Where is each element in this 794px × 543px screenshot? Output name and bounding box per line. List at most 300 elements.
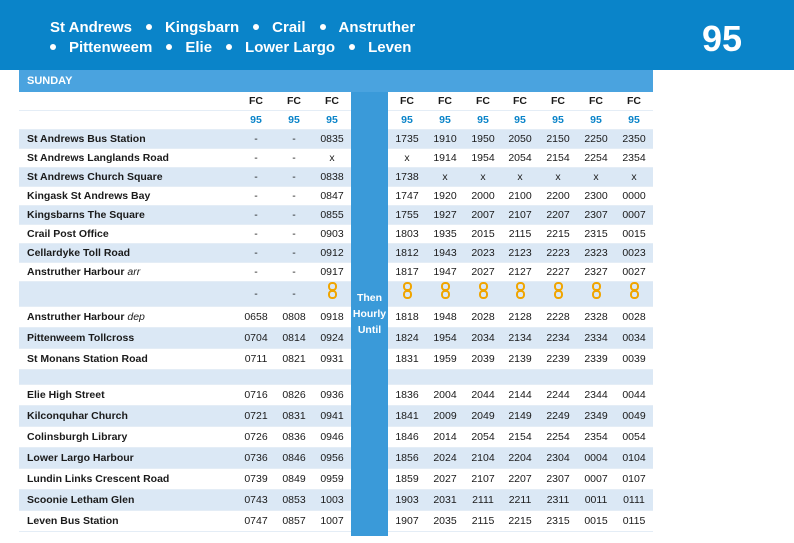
time-cell: 2154 [508,431,532,443]
time-cell: 2054 [471,431,495,443]
operator-cell: FC [627,95,641,107]
then-hourly-text [351,290,388,338]
operator-cell: FC [249,95,263,107]
time-cell: 0918 [320,311,344,323]
stop-row [19,511,653,532]
time-cell: 1755 [395,209,419,221]
time-cell: 0849 [282,473,306,485]
route-stop: Leven [368,39,412,56]
time-cell: x [517,171,523,183]
time-cell: 1935 [433,228,457,240]
bullet-icon [226,44,232,50]
stop-row [19,349,653,370]
time-cell: - [292,133,296,145]
stop-row [19,328,653,349]
time-cell: 1003 [320,494,344,506]
time-cell: 2111 [472,494,494,506]
time-cell: 1859 [395,473,419,485]
time-cell: 0903 [320,228,344,240]
route-line-1 [50,19,415,36]
time-cell: 2015 [471,228,495,240]
time-cell: x [404,152,410,164]
time-cell [464,282,502,309]
time-cell: - [254,152,258,164]
stop-name-text: Leven Bus Station [27,515,119,527]
route-stop: Kingsbarn [164,19,240,36]
time-cell: 1812 [395,247,419,259]
operator-cell: FC [400,95,414,107]
link-chain-icon [516,282,525,299]
time-cell: - [254,209,258,221]
time-cell: 0956 [320,452,344,464]
day-label: SUNDAY [19,70,653,92]
stop-name [27,406,128,427]
time-cell: 1959 [433,353,457,365]
time-cell: 2107 [471,473,495,485]
time-cell: 2050 [508,133,532,145]
time-cell: 2354 [622,152,646,164]
time-cell: 1846 [395,431,419,443]
time-cell: x [593,171,599,183]
time-cell [313,282,351,309]
time-cell: 2115 [508,228,532,240]
time-cell: - [292,171,296,183]
time-cell: 2239 [546,353,570,365]
header-row-route [19,111,653,130]
time-cell: 2354 [584,431,608,443]
time-cell: 2009 [433,410,457,422]
route-cell: 95 [326,114,338,126]
time-cell: 1007 [320,515,344,527]
stop-name-text: Lower Largo Harbour [27,452,134,464]
operator-cell: FC [287,95,301,107]
time-cell: 0011 [584,494,608,506]
route-cell: 95 [514,114,526,126]
time-cell: 2315 [584,228,608,240]
time-cell: 0736 [244,452,268,464]
time-cell: 0853 [282,494,306,506]
then-text-line: Until [357,324,382,336]
stop-name [27,149,169,168]
time-cell: 2204 [508,452,532,464]
time-cell: 2000 [471,190,495,202]
bullet-icon [253,24,259,30]
time-cell: 2339 [584,353,608,365]
time-cell: 2328 [584,311,608,323]
stop-name-text: Anstruther Harbour [27,311,125,323]
time-cell: - [254,266,258,278]
time-cell: 0814 [282,332,306,344]
route-cell: 95 [401,114,413,126]
time-cell: 0831 [282,410,306,422]
time-cell: 0747 [244,515,268,527]
time-cell: 2307 [584,209,608,221]
time-cell: 1920 [433,190,457,202]
route-cell: 95 [288,114,300,126]
route-line-2 [50,39,411,56]
time-cell: 2014 [433,431,457,443]
time-cell: 0054 [622,431,646,443]
time-cell: 0111 [623,494,645,506]
time-cell: 2154 [546,152,570,164]
time-cell: 2304 [546,452,570,464]
stop-name [27,225,109,244]
time-cell: 1824 [395,332,419,344]
stop-name [27,244,130,263]
stop-name [27,130,146,149]
time-cell: 1910 [433,133,457,145]
time-cell: 2123 [508,247,532,259]
route-stop: Lower Largo [245,39,336,56]
time-cell: 0015 [584,515,608,527]
time-cell: 0015 [622,228,646,240]
time-cell: - [292,247,296,259]
time-cell: 1841 [395,410,419,422]
time-cell: 1950 [471,133,495,145]
stop-row [19,263,653,282]
route-stop: Crail [272,19,306,36]
time-cell: 1903 [395,494,419,506]
stop-name-text: Cellardyke Toll Road [27,247,131,259]
time-cell: 2039 [471,353,495,365]
time-cell: 2250 [584,133,608,145]
time-cell: 2044 [471,389,495,401]
time-cell: - [292,288,296,300]
time-cell: 2307 [546,473,570,485]
time-cell: 2344 [584,389,608,401]
stop-row [19,469,653,490]
time-cell: 0028 [622,311,646,323]
time-cell: - [254,133,258,145]
time-cell [388,282,426,309]
timetable [19,92,653,532]
time-cell: 1948 [433,311,457,323]
time-cell: 2035 [433,515,457,527]
operator-cell: FC [589,95,603,107]
stop-name-text: St Andrews Langlands Road [27,152,169,164]
time-cell: x [480,171,486,183]
time-cell: - [254,247,258,259]
stop-row [19,406,653,427]
route-stop: St Andrews [50,19,132,36]
time-cell: 0836 [282,431,306,443]
time-cell: 2027 [471,266,495,278]
link-chain-icon [554,282,563,299]
time-cell: 2215 [546,228,570,240]
time-cell: 2104 [471,452,495,464]
time-cell: 2115 [471,515,495,527]
time-cell: 0004 [584,452,608,464]
header-row-operator [19,92,653,111]
stop-row [19,448,653,469]
time-cell: 0931 [320,353,344,365]
time-cell: 0000 [622,190,646,202]
stop-name-text: Colinsburgh Library [27,431,128,443]
time-cell: - [254,190,258,202]
operator-cell: FC [476,95,490,107]
time-cell: 0857 [282,515,306,527]
time-cell: 2315 [546,515,570,527]
time-cell: 2004 [433,389,457,401]
time-cell: - [254,288,258,300]
stop-name [27,427,127,448]
time-cell: 0846 [282,452,306,464]
time-cell: 2134 [508,332,532,344]
stop-row [19,168,653,187]
time-cell: 2350 [622,133,646,145]
time-cell: 1954 [471,152,495,164]
time-cell: 2023 [471,247,495,259]
stop-row [19,187,653,206]
time-cell: 1836 [395,389,419,401]
stop-row [19,206,653,225]
time-cell: - [254,171,258,183]
link-chain-icon [479,282,488,299]
time-cell: 0743 [244,494,268,506]
time-cell: 0704 [244,332,268,344]
connection-row [19,282,653,307]
time-cell: 0821 [282,353,306,365]
time-cell: 0959 [320,473,344,485]
time-cell: 2254 [584,152,608,164]
stop-name [27,263,140,282]
time-cell: 2031 [433,494,457,506]
bullet-icon [320,24,326,30]
stop-name-text: Kingsbarns The Square [27,209,145,221]
time-cell: 2334 [584,332,608,344]
route-number: 95 [701,18,742,59]
stop-row [19,149,653,168]
stop-row [19,307,653,328]
stop-name-text: Scoonie Letham Glen [27,494,135,506]
link-chain-icon [441,282,450,299]
time-cell: 0808 [282,311,306,323]
time-cell: 2323 [584,247,608,259]
time-cell: 0658 [244,311,268,323]
stop-name [27,328,134,349]
time-cell: 0912 [320,247,344,259]
time-cell: 0847 [320,190,344,202]
time-cell: 0917 [320,266,344,278]
bullet-icon [166,44,172,50]
time-cell: 1856 [395,452,419,464]
time-cell: 2107 [508,209,532,221]
time-cell: 0739 [244,473,268,485]
stop-name [27,187,150,206]
time-cell: 2207 [546,209,570,221]
time-cell: 2211 [508,494,532,506]
operator-cell: FC [325,95,339,107]
time-cell: 1943 [433,247,457,259]
stop-name [27,469,169,490]
time-cell [615,282,653,309]
route-stop: Anstruther [338,19,416,36]
stop-name-text: Anstruther Harbour [27,266,125,278]
time-cell: 0826 [282,389,306,401]
stop-name-text: St Monans Station Road [27,353,148,365]
time-cell: 2254 [546,431,570,443]
time-cell: 2300 [584,190,608,202]
time-cell [426,282,464,309]
time-cell: 1954 [433,332,457,344]
stop-name-text: Elie High Street [27,389,105,401]
stop-row [19,244,653,263]
time-cell: 2349 [584,410,608,422]
stop-name-text: Kilconquhar Church [27,410,128,422]
time-cell: 0107 [622,473,646,485]
stop-name-text: Kingask St Andrews Bay [27,190,151,202]
route-cell: 95 [628,114,640,126]
time-cell: 0115 [622,515,646,527]
time-cell: 1914 [433,152,457,164]
time-cell: 2227 [546,266,570,278]
route-cell: 95 [552,114,564,126]
time-cell: 2024 [433,452,457,464]
operator-cell: FC [513,95,527,107]
time-cell: x [442,171,448,183]
time-cell: 2327 [584,266,608,278]
stop-name [27,511,119,532]
stop-name-text: St Andrews Church Square [27,171,163,183]
route-stop: Elie [185,39,213,56]
route-cell: 95 [250,114,262,126]
stop-row [19,490,653,511]
time-cell: - [292,152,296,164]
time-cell [539,282,577,309]
time-cell: 0946 [320,431,344,443]
route-stop: Pittenweem [69,39,153,56]
time-cell: 2223 [546,247,570,259]
time-cell: 2149 [508,410,532,422]
time-cell: 2127 [508,266,532,278]
time-cell: 2150 [546,133,570,145]
stop-name [27,448,134,469]
link-chain-icon [630,282,639,299]
spacer-row [19,370,653,385]
time-cell: 2249 [546,410,570,422]
time-cell: 2144 [508,389,532,401]
time-cell: 2228 [546,311,570,323]
time-cell: 0941 [320,410,344,422]
operator-cell: FC [551,95,565,107]
bullet-icon [349,44,355,50]
time-cell: 0726 [244,431,268,443]
time-cell: 0855 [320,209,344,221]
arr-dep-label: arr [127,266,141,278]
then-text-line: Hourly [352,308,387,320]
stop-name-text: Crail Post Office [27,228,109,240]
time-cell: 0027 [622,266,646,278]
stop-name [27,490,134,511]
time-cell [577,282,615,309]
time-cell: 2244 [546,389,570,401]
time-cell: x [555,171,561,183]
time-cell [501,282,539,309]
time-cell: 2034 [471,332,495,344]
stop-name-text: Lundin Links Crescent Road [27,473,170,485]
stop-name [27,206,145,225]
arr-dep-label: dep [127,311,145,323]
time-cell: 2311 [546,494,570,506]
time-cell: 0039 [622,353,646,365]
bullet-icon [50,44,56,50]
time-cell: 1818 [395,311,419,323]
time-cell: - [292,209,296,221]
stop-row [19,385,653,406]
time-cell: 0104 [622,452,646,464]
time-cell: 1907 [395,515,419,527]
route-cell: 95 [590,114,602,126]
link-chain-icon [328,282,337,299]
time-cell: 0838 [320,171,344,183]
link-chain-icon [403,282,412,299]
time-cell: 2049 [471,410,495,422]
route-cell: 95 [439,114,451,126]
time-cell: 1947 [433,266,457,278]
time-cell: - [292,266,296,278]
time-cell: 2200 [546,190,570,202]
time-cell: 2128 [508,311,532,323]
time-cell: 1831 [395,353,419,365]
time-cell: 2139 [508,353,532,365]
stop-row [19,225,653,244]
time-cell: 0711 [244,353,268,365]
stop-name-text: Pittenweem Tollcross [27,332,135,344]
time-cell: 0023 [622,247,646,259]
route-cell: 95 [477,114,489,126]
time-cell: 1927 [433,209,457,221]
time-cell: 2215 [508,515,532,527]
time-cell: 1738 [395,171,419,183]
time-cell: 2028 [471,311,495,323]
stop-name [27,385,105,406]
time-cell: 1747 [395,190,419,202]
time-cell: 2027 [433,473,457,485]
time-cell: - [292,228,296,240]
time-cell: 1735 [395,133,419,145]
time-cell: 0835 [320,133,344,145]
time-cell: - [254,228,258,240]
stop-name [27,168,163,187]
time-cell: 0936 [320,389,344,401]
stop-row [19,427,653,448]
stop-name [27,349,148,370]
time-cell: 2100 [508,190,532,202]
time-cell: 0721 [244,410,268,422]
stop-row [19,130,653,149]
link-chain-icon [592,282,601,299]
route-banner [0,0,794,70]
operator-cell: FC [438,95,452,107]
time-cell: - [292,190,296,202]
time-cell: 0716 [244,389,268,401]
time-cell: 0007 [622,209,646,221]
time-cell: 0034 [622,332,646,344]
time-cell: 2234 [546,332,570,344]
stop-name [27,307,145,328]
time-cell: 0044 [622,389,646,401]
time-cell: 0924 [320,332,344,344]
stop-name-text: St Andrews Bus Station [27,133,146,145]
time-cell: 2007 [471,209,495,221]
then-text-line: Then [356,292,383,304]
time-cell: 0049 [622,410,646,422]
time-cell: x [329,152,335,164]
time-cell: x [631,171,637,183]
time-cell: 0007 [584,473,608,485]
time-cell: 2207 [508,473,532,485]
time-cell: 2054 [508,152,532,164]
